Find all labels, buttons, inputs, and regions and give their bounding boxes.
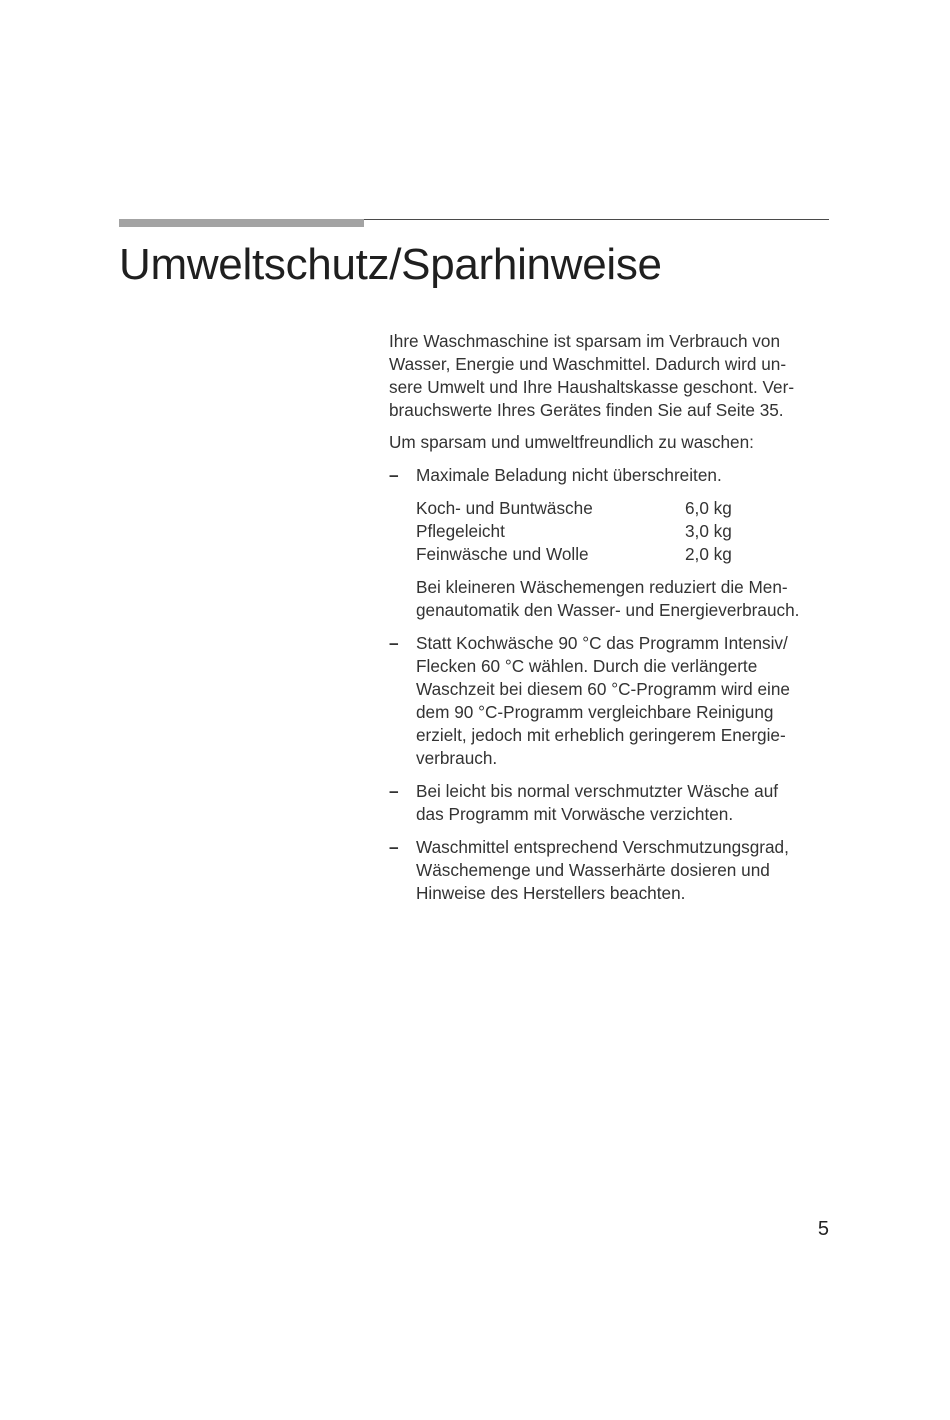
load-table (416, 497, 834, 566)
dash-bullet: – (389, 781, 399, 801)
dash-bullet: – (389, 465, 399, 485)
list-item (389, 780, 834, 826)
load-note: Bei kleineren Wäschemengen reduziert die Men- genautomatik den Wasser- und Energieverbrauch. (416, 577, 800, 620)
program-name: Pflegeleicht (416, 521, 505, 541)
intro-paragraph: Ihre Waschmaschine ist sparsam im Verbrauch von Wasser, Energie und Waschmittel. Dadurch wird un- sere Umwelt und Ihre Haushaltskasse geschont. Ver- brauchswerte Ihres Gerätes finden Sie auf Seite 35. (389, 331, 795, 420)
list-item (389, 464, 834, 622)
table-row (416, 543, 834, 566)
list-item-text: Bei leicht bis normal verschmutzter Wäsche auf das Programm mit Vorwäsche verzichten. (416, 781, 779, 824)
list-item-text: Waschmittel entsprechend Verschmutzungsgrad, Wäschemenge und Wasserhärte dosieren und Hinweise des Herstellers beachten. (416, 837, 789, 903)
dash-bullet: – (389, 837, 399, 857)
list-item-text: Statt Kochwäsche 90 °C das Programm Intensiv/ Flecken 60 °C wählen. Durch die verlängerte Waschzeit bei diesem 60 °C-Programm wird eine dem 90 °C-Programm vergleichbare Reinigung erzielt, jedoch mit erheblich geringerem Energie- verbrauch. (416, 633, 790, 768)
main-content (389, 330, 834, 915)
page-number: 5 (817, 1218, 829, 1240)
header-accent-bar (119, 219, 364, 227)
program-name: Koch- und Buntwäsche (416, 498, 593, 518)
dash-bullet: – (389, 633, 399, 653)
table-row (416, 497, 834, 520)
list-item-text: Maximale Beladung nicht überschreiten. (416, 465, 722, 485)
program-load: 6,0 kg (685, 498, 732, 518)
list-item (389, 632, 834, 770)
list-item (389, 836, 834, 905)
page-title: Umweltschutz/Sparhinweise (119, 240, 662, 289)
program-load: 3,0 kg (685, 521, 732, 541)
program-load: 2,0 kg (685, 544, 732, 564)
lead-sentence: Um sparsam und umweltfreundlich zu waschen: (389, 432, 754, 452)
program-name: Feinwäsche und Wolle (416, 544, 589, 564)
table-row (416, 520, 834, 543)
